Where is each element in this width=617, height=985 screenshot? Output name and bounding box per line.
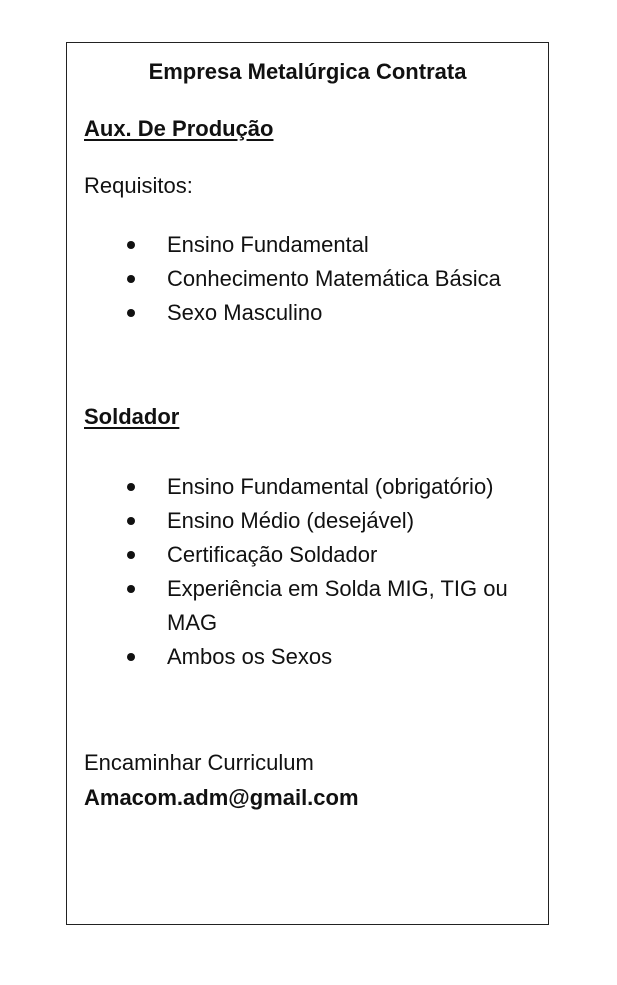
list-item-text: Conhecimento Matemática Básica [167, 266, 501, 291]
list-item [67, 262, 548, 296]
section-heading-soldador: Soldador [84, 404, 180, 429]
list-item [67, 470, 548, 504]
list-item [67, 572, 548, 640]
send-resume-instruction: Encaminhar Curriculum [84, 750, 314, 775]
bullet-icon [127, 517, 135, 525]
bullet-icon [127, 483, 135, 491]
contact-email[interactable]: Amacom.adm@gmail.com [84, 785, 359, 810]
bullet-icon [127, 585, 135, 593]
list-item [67, 538, 548, 572]
list-item-text: Experiência em Solda MIG, TIG ou MAG [167, 576, 508, 635]
list-item [67, 228, 548, 262]
list-item [67, 504, 548, 538]
bullet-icon [127, 551, 135, 559]
list-item-text: Sexo Masculino [167, 300, 323, 325]
bullet-icon [127, 653, 135, 661]
bullet-icon [127, 275, 135, 283]
list-item-text: Ensino Médio (desejável) [167, 508, 415, 533]
list-item-text: Certificação Soldador [167, 542, 378, 567]
list-item-text: Ensino Fundamental (obrigatório) [167, 474, 494, 499]
page-title: Empresa Metalúrgica Contrata [148, 59, 467, 84]
bullet-icon [127, 241, 135, 249]
soldador-requirements-list [67, 470, 548, 674]
job-posting-card [66, 42, 549, 925]
aux-producao-requirements-list [67, 228, 548, 330]
list-item-text: Ensino Fundamental [167, 232, 369, 257]
requisitos-label: Requisitos: [84, 173, 193, 198]
list-item [67, 640, 548, 674]
list-item-text: Ambos os Sexos [167, 644, 333, 669]
bullet-icon [127, 309, 135, 317]
list-item [67, 296, 548, 330]
section-heading-aux-producao: Aux. De Produção [84, 116, 274, 141]
